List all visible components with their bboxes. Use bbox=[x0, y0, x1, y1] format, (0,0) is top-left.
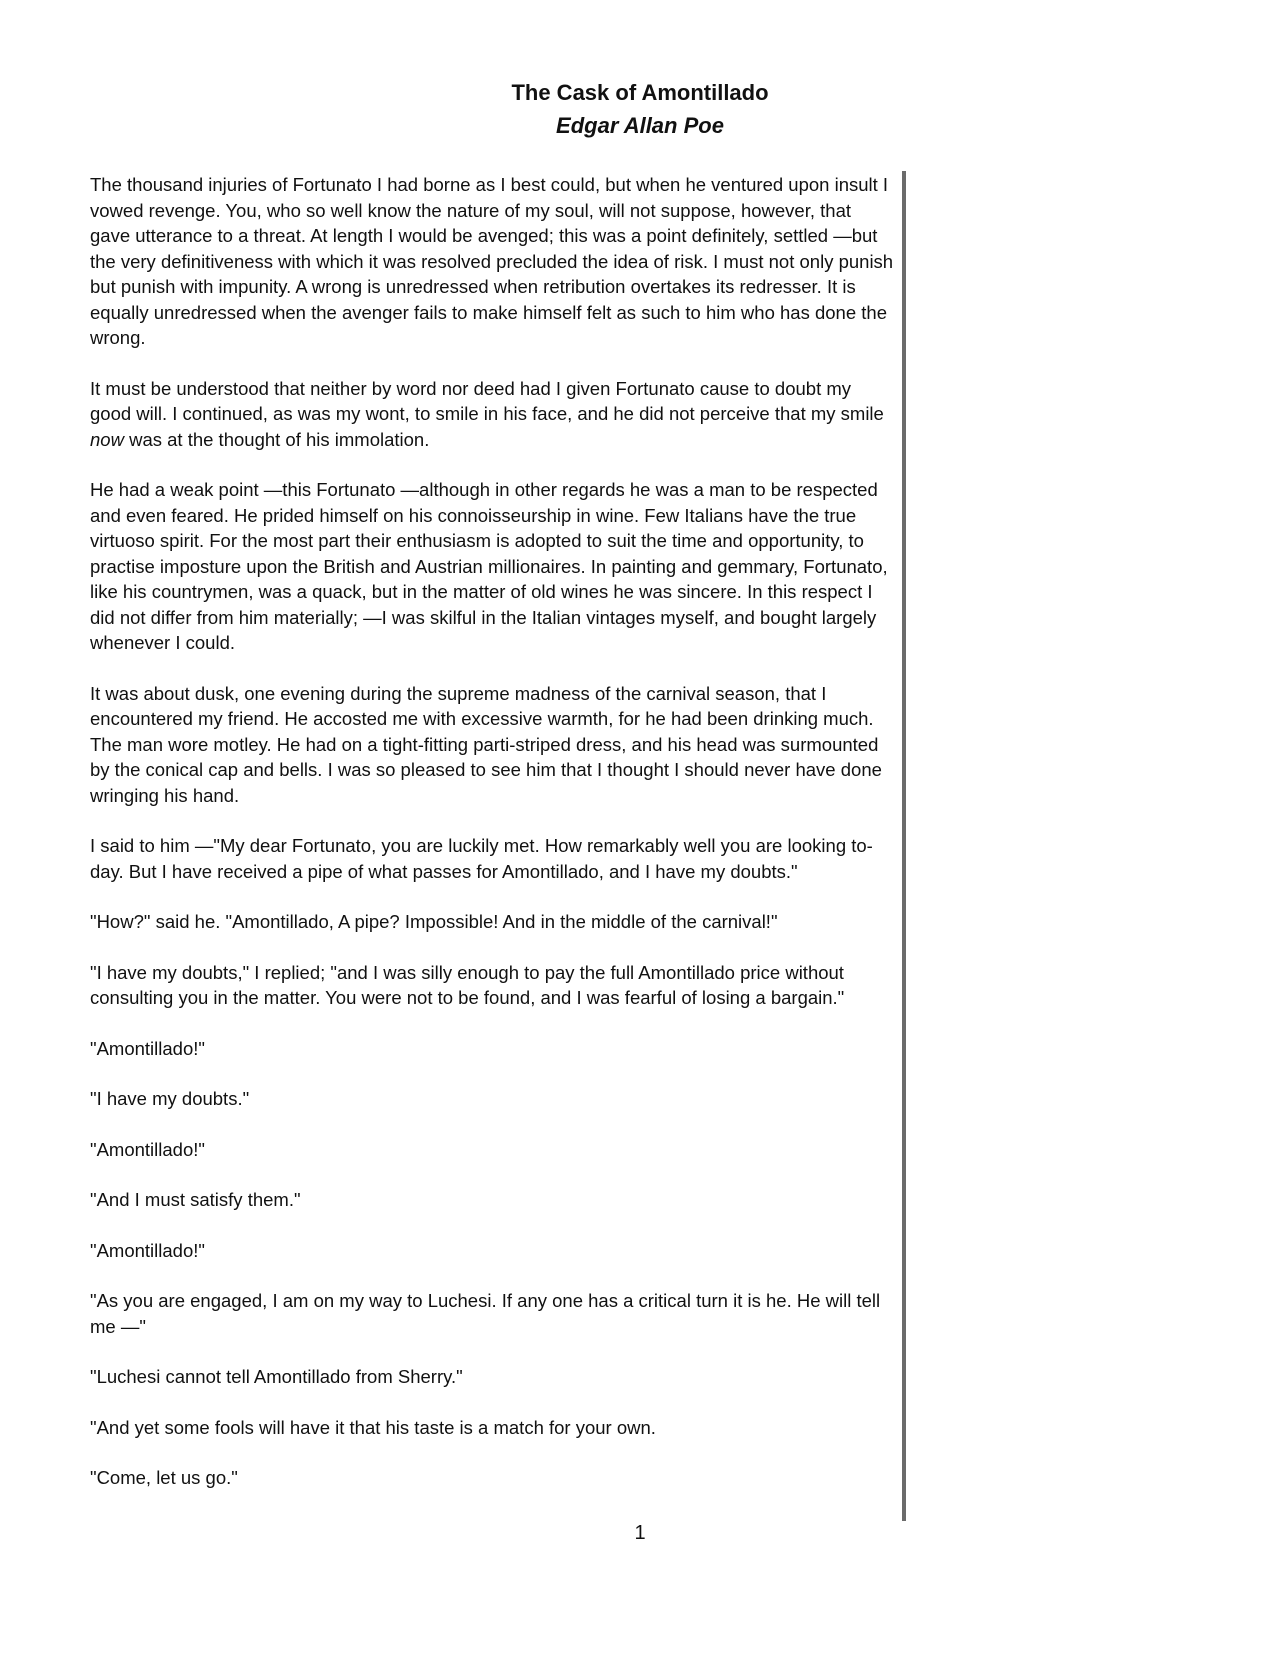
paragraph-text: "I have my doubts." bbox=[90, 1088, 250, 1109]
paragraph-text: It was about dusk, one evening during the supreme madness of the carnival season, that I encountered my friend. He accosted me with excessive warmth, for he had been drinking much. The man wore motley. He had on a tight-fitting parti-striped dress, and his head was surmounted by the conical cap and bells. I was so pleased to see him that I thought I should never have done wringing his hand. bbox=[90, 682, 882, 806]
paragraph-4 bbox=[90, 681, 895, 809]
paragraph-text: "Amontillado!" bbox=[90, 1138, 205, 1160]
paragraph-text: "And yet some fools will have it that his taste is a match for your own. bbox=[90, 1416, 656, 1438]
paragraph-14 bbox=[90, 1364, 895, 1390]
title-block bbox=[0, 76, 1280, 142]
paragraph-12 bbox=[90, 1238, 895, 1264]
story-body bbox=[90, 172, 895, 1516]
paragraph-text: "Come, let us go." bbox=[90, 1467, 238, 1488]
paragraph-7 bbox=[90, 960, 895, 1011]
paragraph-text: "And I must satisfy them." bbox=[90, 1189, 301, 1210]
paragraph-text: The thousand injuries of Fortunato I had borne as I best could, but when he ventured upon insult I vowed revenge. You, who so well know the nature of my soul, will not suppose, however, that gave utterance to a threat. At length I would be avenged; this was a point definitely, settled —but the very definitiveness with which it was resolved precluded the idea of risk. I must not only punish but punish with impunity. A wrong is unredressed when retribution overtakes its redresser. It is equally unredressed when the avenger fails to make himself felt as such to him who has done the wrong. bbox=[90, 174, 894, 348]
paragraph-text: "Amontillado!" bbox=[90, 1239, 205, 1261]
emphasis-text: now bbox=[90, 428, 124, 450]
paragraph-text-continued: was at the thought of his immolation. bbox=[123, 428, 430, 450]
document-author: Edgar Allan Poe bbox=[556, 113, 724, 138]
paragraph-8 bbox=[90, 1036, 895, 1062]
document-title: The Cask of Amontillado bbox=[511, 80, 769, 105]
paragraph-text: "Luchesi cannot tell Amontillado from Sherry." bbox=[90, 1366, 463, 1387]
paragraph-11 bbox=[90, 1187, 895, 1213]
paragraph-text: It must be understood that neither by word nor deed had I given Fortunato cause to doubt my good will. I continued, as was my wont, to smile in his face, and he did not perceive that my smile bbox=[90, 377, 884, 424]
paragraph-3 bbox=[90, 477, 895, 656]
paragraph-10 bbox=[90, 1137, 895, 1163]
margin-rule bbox=[902, 171, 906, 1521]
paragraph-15 bbox=[90, 1415, 895, 1441]
paragraph-9 bbox=[90, 1086, 895, 1112]
paragraph-text: He had a weak point —this Fortunato —although in other regards he was a man to be respected and even feared. He prided himself on his connoisseurship in wine. Few Italians have the true virtuoso spirit. For the most part their enthusiasm is adopted to suit the time and opportunity, to practise imposture upon the British and Austrian millionaires. In painting and gemmary, Fortunato, like his countrymen, was a quack, but in the matter of old wines he was sincere. In this respect I did not differ from him materially; —I was skilful in the Italian vintages myself, and bought largely whenever I could. bbox=[90, 479, 888, 653]
paragraph-text: "Amontillado!" bbox=[90, 1037, 205, 1059]
paragraph-text: I said to him —"My dear Fortunato, you are luckily met. How remarkably well you are looking to-day. But I have received a pipe of what passes for Amontillado, and I have my doubts." bbox=[90, 835, 873, 882]
page-number: 1 bbox=[634, 1522, 646, 1544]
paragraph-13 bbox=[90, 1288, 895, 1339]
paragraph-text: "I have my doubts," I replied; "and I was silly enough to pay the full Amontillado price without consulting you in the matter. You were not to be found, and I was fearful of losing a bargain." bbox=[90, 961, 845, 1008]
paragraph-6 bbox=[90, 909, 895, 935]
paragraph-16 bbox=[90, 1465, 895, 1491]
paragraph-5 bbox=[90, 833, 895, 884]
paragraph-1 bbox=[90, 172, 895, 351]
paragraph-2 bbox=[90, 376, 895, 453]
paragraph-text: "How?" said he. "Amontillado, A pipe? Impossible! And in the middle of the carnival!" bbox=[90, 911, 778, 932]
paragraph-text: "As you are engaged, I am on my way to Luchesi. If any one has a critical turn it is he. He will tell me —" bbox=[90, 1290, 881, 1337]
